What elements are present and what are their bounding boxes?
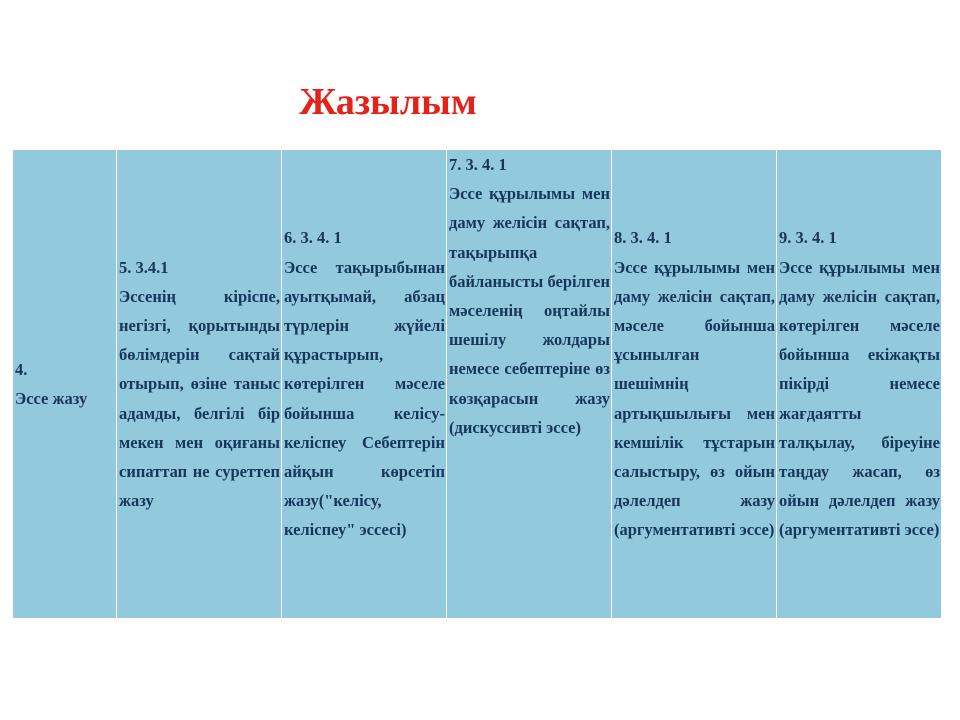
table-cell-grade-6 [282,150,447,619]
slide-title: Жазылым [299,81,477,123]
table-cell-grade-7 [447,150,612,619]
cell-code: 9. 3. 4. 1 [779,228,837,248]
table-cell-grade-5 [117,150,282,619]
cell-code: 7. 3. 4. 1 [449,155,507,174]
cell-text: Эссе құрылымы мен даму желісін сақтап, тақырыпқа байланысты берілген мәселенің оңтайлы шешілу жолдары немесе себептеріне өз көзқарасын жазу (дискуссивті эссе) [449,184,610,437]
cell-code: 5. 3.4.1 [119,257,169,277]
cell-code: 4. [15,359,28,379]
cell-code: 6. 3. 4. 1 [284,228,342,248]
table-row [13,150,942,619]
cell-text: Эссе құрылымы мен даму желісін сақтап, мәселе бойынша ұсынылған шешімнің артықшылығы мен кемшілік тұстарын салыстыру, өз ойын дәлелдеп жазу (аргументативті эссе) [614,257,775,540]
table-cell-grade-9 [777,150,942,619]
cell-text: Эссе құрылымы мен даму желісін сақтап, көтерілген мәселе бойынша екіжақты пікірді немесе жағдаятты талқылау, біреуіне таңдау жасап, өз ойын дәлелдеп жазу (аргументативті эссе) [779,257,940,540]
table-cell-grade-8 [612,150,777,619]
cell-text: Эссе тақырыбынан ауытқымай, абзац түрлерін жүйелі құрастырып, көтерілген мәселе бойынша келісу-келіспеу Себептерін айқын көрсетіп жазу("келісу, келіспеу" эссесі) [284,257,445,540]
cell-code: 8. 3. 4. 1 [614,228,672,248]
curriculum-table [12,149,942,619]
table-cell-grade-4 [13,150,117,619]
cell-text: Эссенің кіріспе, негізгі, қорытынды бөлімдерін сақтай отырып, өзіне таныс адамды, белгілі бір мекен мен оқиғаны сипаттап не суреттеп жазу [119,286,280,511]
cell-text: Эссе жазу [15,389,88,408]
